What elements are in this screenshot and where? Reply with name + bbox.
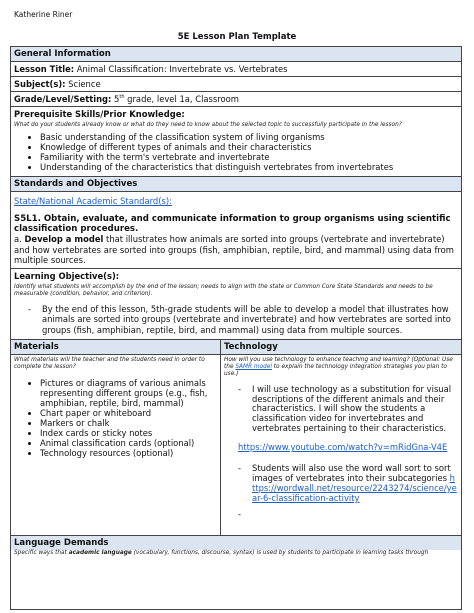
list-item: • Technology resources (optional) xyxy=(40,449,217,459)
language-note-pre: Specific ways that xyxy=(14,549,69,556)
list-item: • Basic understanding of the classification system of living organisms xyxy=(40,133,458,143)
standards-section xyxy=(11,192,461,269)
sub-a-label: a. xyxy=(14,234,25,245)
sub-a-bold: Develop a model xyxy=(24,234,104,245)
list-item: - By the end of this lesson, 5th-grade students will be able to develop a model that illustrates how animals are sorted into groups (vertebrate and invertebrate) and how vertebrates are sorted into groups (fish, amphibian, reptile, bird, and mammal) using data from multiple sources. xyxy=(28,304,458,335)
list-item: • Knowledge of different types of animals and their characteristics xyxy=(40,143,458,153)
sub-a-text: that illustrates how animals are sorted into groups (vertebrate and invertebrate) and how vertebrates are sorted into groups (fish, amphibian, reptile, bird, and mammal) using data from multiple sources. xyxy=(14,234,454,265)
grade-value-post: grade, level 1a, Classroom xyxy=(124,94,239,104)
standard-sub-a xyxy=(14,234,458,264)
wordwall-text: Students will also use the word wall sort to sort images of vertebrates into their subcategories xyxy=(252,463,451,484)
materials-technology-header-row xyxy=(11,340,461,355)
prerequisite-section xyxy=(11,107,461,177)
language-demands-note xyxy=(11,550,461,557)
subject-value: Science xyxy=(65,79,101,89)
technology-note xyxy=(224,357,458,379)
objectives-section xyxy=(11,269,461,340)
standards-header: Standards and Objectives xyxy=(11,177,461,192)
prerequisite-heading: Prerequisite Skills/Prior Knowledge: xyxy=(14,109,185,119)
language-note-bold: academic language xyxy=(68,549,132,556)
prerequisite-note: What do your students already know or what do they need to know about the selected topic to successfully participate in the lesson? xyxy=(14,122,402,128)
author-name: Katherine Riner xyxy=(14,10,73,19)
list-item: • Index cards or sticky notes xyxy=(40,429,217,439)
language-demands-header: Language Demands xyxy=(11,536,461,550)
materials-cell xyxy=(11,355,221,535)
language-note-post: (vocabulary, functions, discourse, syntax) is used by students to participate in learning tasks through xyxy=(131,549,429,556)
subject-label: Subject(s): xyxy=(14,79,66,89)
materials-header: Materials xyxy=(11,340,221,354)
lesson-title-value: Animal Classification: Invertebrate vs. Vertebrates xyxy=(74,64,288,74)
grade-label: Grade/Level/Setting: xyxy=(14,94,112,104)
grade-superscript: th xyxy=(119,94,125,101)
list-item: • Markers or chalk xyxy=(40,419,217,429)
technology-note-pre: How will you use technology to enhance teaching and learning? (Optional: Use the xyxy=(224,356,453,371)
technology-list xyxy=(224,385,458,435)
technology-header: Technology xyxy=(221,340,461,354)
list-item xyxy=(238,464,458,504)
youtube-link[interactable]: https://www.youtube.com/watch?v=mRidGna-V4E xyxy=(238,442,448,453)
samr-model-link[interactable]: SAMR model xyxy=(235,364,272,371)
prerequisite-list xyxy=(14,133,458,173)
grade-value-pre: 5 xyxy=(111,94,120,104)
wordwall-link[interactable]: https://wordwall.net/resource/2243274/science/year-6-classification-activity xyxy=(252,473,457,503)
lesson-title-label: Lesson Title: xyxy=(14,64,75,74)
lesson-plan-table xyxy=(10,46,462,610)
objectives-heading: Learning Objective(s): xyxy=(14,270,120,281)
list-item: • Understanding of the characteristics that distinguish vertebrates from invertebrates xyxy=(40,163,458,173)
list-item: • Chart paper or whiteboard xyxy=(40,409,217,419)
state-standards-link[interactable]: State/National Academic Standard(s): xyxy=(14,195,172,206)
list-item: • Animal classification cards (optional) xyxy=(40,439,217,449)
list-item: • Pictures or diagrams of various animals representing different groups (e.g., fish, amphibian, reptile, bird, mammal) xyxy=(40,379,217,409)
list-item: - I will use technology as a substitution for visual descriptions of the different animals and their characteristics. I will show the students a classification video for invertebrates and vertebrates pertaining to their characteristics. xyxy=(238,385,458,435)
general-information-header: General Information xyxy=(11,47,461,62)
subject-row xyxy=(11,77,461,92)
standard-text: S5L1. Obtain, evaluate, and communicate information to group organisms using scientific classification procedures. xyxy=(14,213,451,235)
materials-list xyxy=(14,379,217,458)
objectives-list xyxy=(14,304,458,335)
document-title: 5E Lesson Plan Template xyxy=(177,32,297,42)
objectives-note: Identify what students will accomplish by the end of the lesson; needs to align with the state or Common Core State Standards and needs to be measurable (condition, behavior, and criterion). xyxy=(14,283,433,297)
materials-note: What materials will the teacher and the students need in order to complete the lesson? xyxy=(14,356,205,371)
lesson-title-row xyxy=(11,62,461,77)
technology-cell xyxy=(221,355,461,535)
technology-note-post: to explain the technology integration strategies you plan to use.) xyxy=(224,364,447,378)
technology-list-2 xyxy=(224,464,458,504)
grade-row xyxy=(11,92,461,107)
materials-technology-row xyxy=(11,355,461,536)
list-item: • Familiarity with the term's vertebrate and invertebrate xyxy=(40,153,458,163)
